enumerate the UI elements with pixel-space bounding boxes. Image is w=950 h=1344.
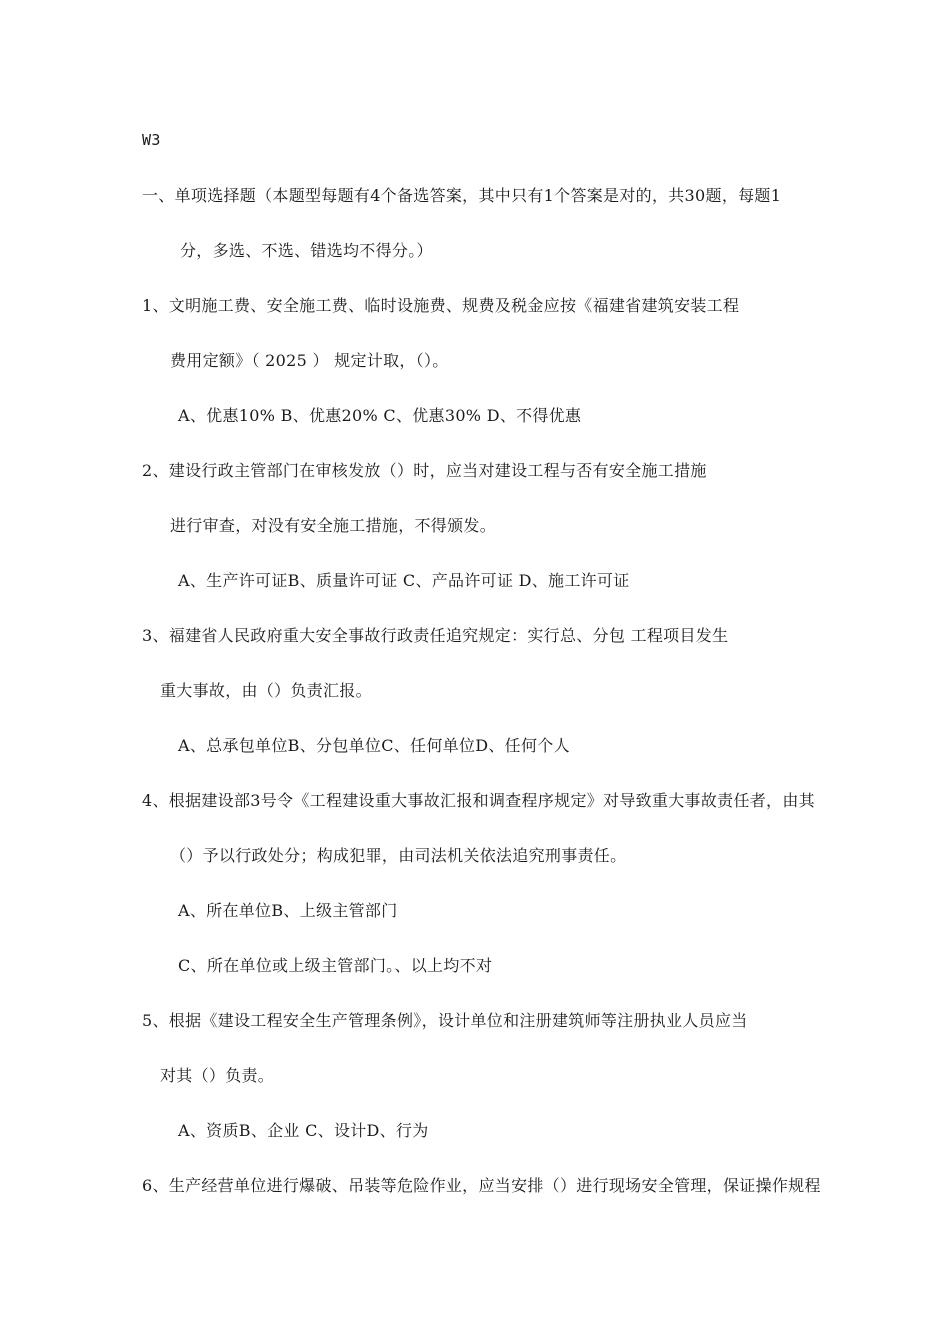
question-6-line1: 6、生产经营单位进行爆破、吊装等危险作业，应当安排（）进行现场安全管理，保证操作规程 — [142, 1176, 821, 1195]
question-4-line2: （）予以行政处分；构成犯罪，由司法机关依法追究刑事责任。 — [170, 846, 627, 865]
section-heading-line1: 一、单项选择题（本题型每题有4个备选答案，其中只有1个答案是对的，共30题，每题1 — [142, 186, 782, 205]
question-5-line1: 5、根据《建设工程安全生产管理条例》，设计单位和注册建筑师等注册执业人员应当 — [142, 1011, 748, 1030]
question-1-options: A、优惠10% B、优惠20% C、优惠30% D、不得优惠 — [178, 406, 582, 425]
question-2-line1: 2、建设行政主管部门在审核发放（）时，应当对建设工程与否有安全施工措施 — [142, 461, 707, 480]
question-3-options: A、总承包单位B、分包单位C、任何单位D、任何个人 — [178, 736, 570, 755]
question-1-line1: 1、文明施工费、安全施工费、临时设施费、规费及税金应按《福建省建筑安装工程 — [142, 296, 740, 315]
question-2-options: A、生产许可证B、质量许可证 C、产品许可证 D、施工许可证 — [178, 571, 630, 590]
question-5-line2: 对其（）负责。 — [160, 1066, 275, 1085]
question-2-line2: 进行审查，对没有安全施工措施，不得颁发。 — [170, 516, 497, 535]
question-4-options-line2: C、所在单位或上级主管部门。、以上均不对 — [178, 956, 493, 975]
question-3-line2: 重大事故，由（）负责汇报。 — [160, 681, 372, 700]
question-4-options-line1: A、所在单位B、上级主管部门 — [178, 901, 398, 920]
question-1-line2: 费用定额》（ 2025 ） 规定计取，（）。 — [170, 351, 449, 370]
section-heading-line2: 分，多选、不选、错选均不得分。） — [180, 241, 433, 260]
question-5-options: A、资质B、企业 C、设计D、行为 — [178, 1121, 429, 1140]
question-3-line1: 3、福建省人民政府重大安全事故行政责任追究规定：实行总、分包 工程项目发生 — [142, 626, 729, 645]
question-4-line1: 4、根据建设部3号令《工程建设重大事故汇报和调查程序规定》对导致重大事故责任者，由其 — [142, 791, 815, 810]
doc-code: W3 — [142, 131, 161, 149]
